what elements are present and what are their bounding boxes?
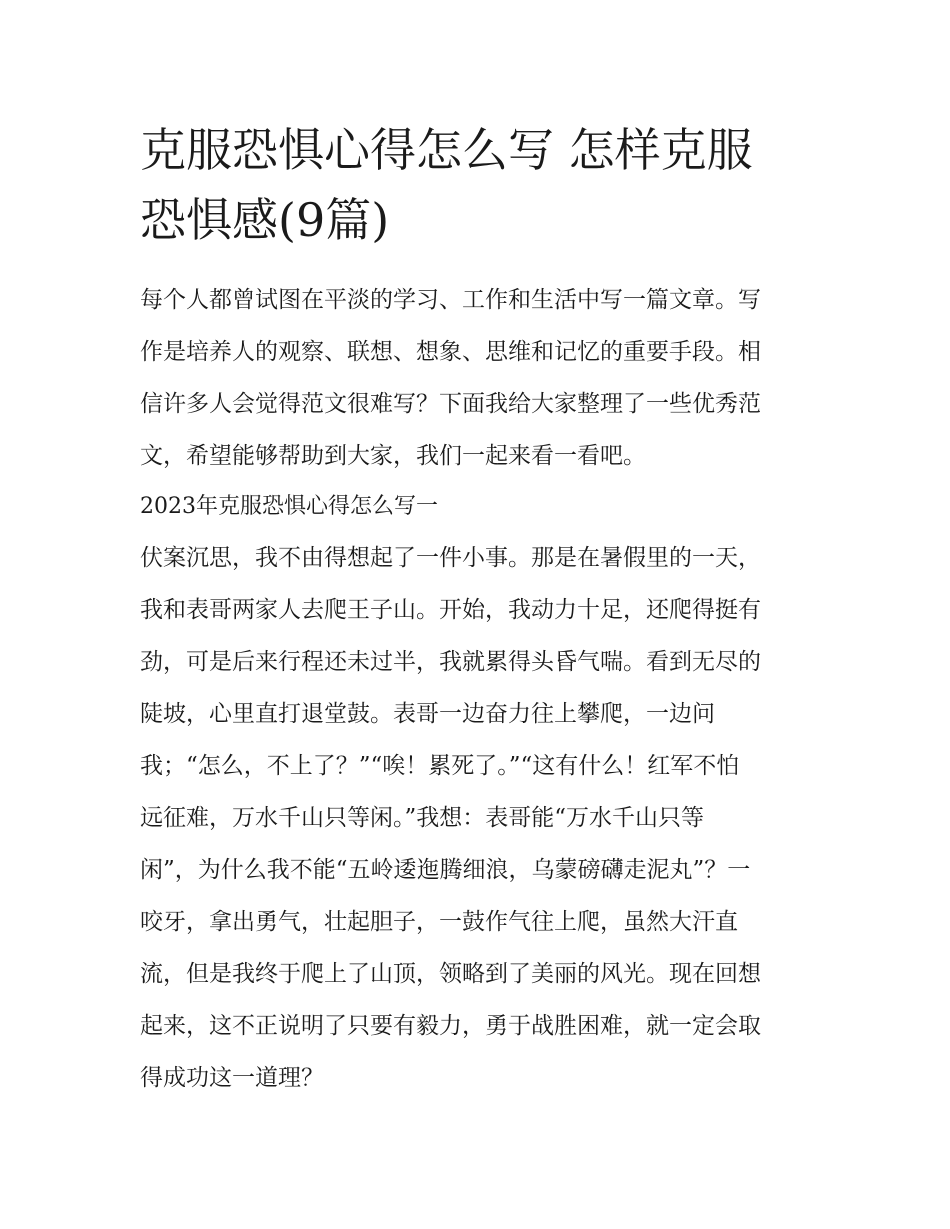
paragraph-line: 起来，这不正说明了只要有毅力，勇于战胜困难，就一定会取	[140, 1013, 761, 1039]
document-body	[140, 274, 830, 1104]
title-line: 恐惧感(9篇)	[140, 193, 390, 247]
section-heading: 2023年克服恐惧心得怎么写一	[140, 494, 438, 519]
intro-line: 每个人都曾试图在平淡的学习、工作和生活中写一篇文章。写	[140, 287, 761, 313]
paragraph-line: 我和表哥两家人去爬王子山。开始，我动力十足，还爬得挺有	[140, 597, 761, 623]
paragraph-line: 得成功这一道理？	[140, 1065, 324, 1091]
paragraph-line: 咬牙，拿出勇气，壮起胆子，一鼓作气往上爬，虽然大汗直	[140, 909, 738, 935]
paragraph-line: 劲，可是后来行程还未过半，我就累得头昏气喘。看到无尽的	[140, 649, 761, 675]
intro-line: 作是培养人的观察、联想、想象、思维和记忆的重要手段。相	[140, 339, 761, 365]
paragraph-line: 远征难，万水千山只等闲。”我想：表哥能“万水千山只等	[140, 805, 705, 831]
intro-line: 信许多人会觉得范文很难写？下面我给大家整理了一些优秀范	[140, 391, 761, 417]
title-line: 克服恐惧心得怎么写 怎样克服	[140, 123, 753, 177]
intro-line: 文，希望能够帮助到大家，我们一起来看一看吧。	[140, 443, 646, 469]
paragraph-line: 流，但是我终于爬上了山顶，领略到了美丽的风光。现在回想	[140, 961, 761, 987]
paragraph-line: 闲”，为什么我不能“五岭逶迤腾细浪，乌蒙磅礴走泥丸”？一	[140, 857, 751, 883]
document-title	[140, 115, 820, 255]
paragraph-line: 我；“怎么，不上了？”“唉！累死了。”“这有什么！红军不怕	[140, 753, 740, 779]
paragraph-line: 陡坡，心里直打退堂鼓。表哥一边奋力往上攀爬，一边问	[140, 701, 715, 727]
paragraph-line: 伏案沉思，我不由得想起了一件小事。那是在暑假里的一天，	[140, 545, 761, 571]
